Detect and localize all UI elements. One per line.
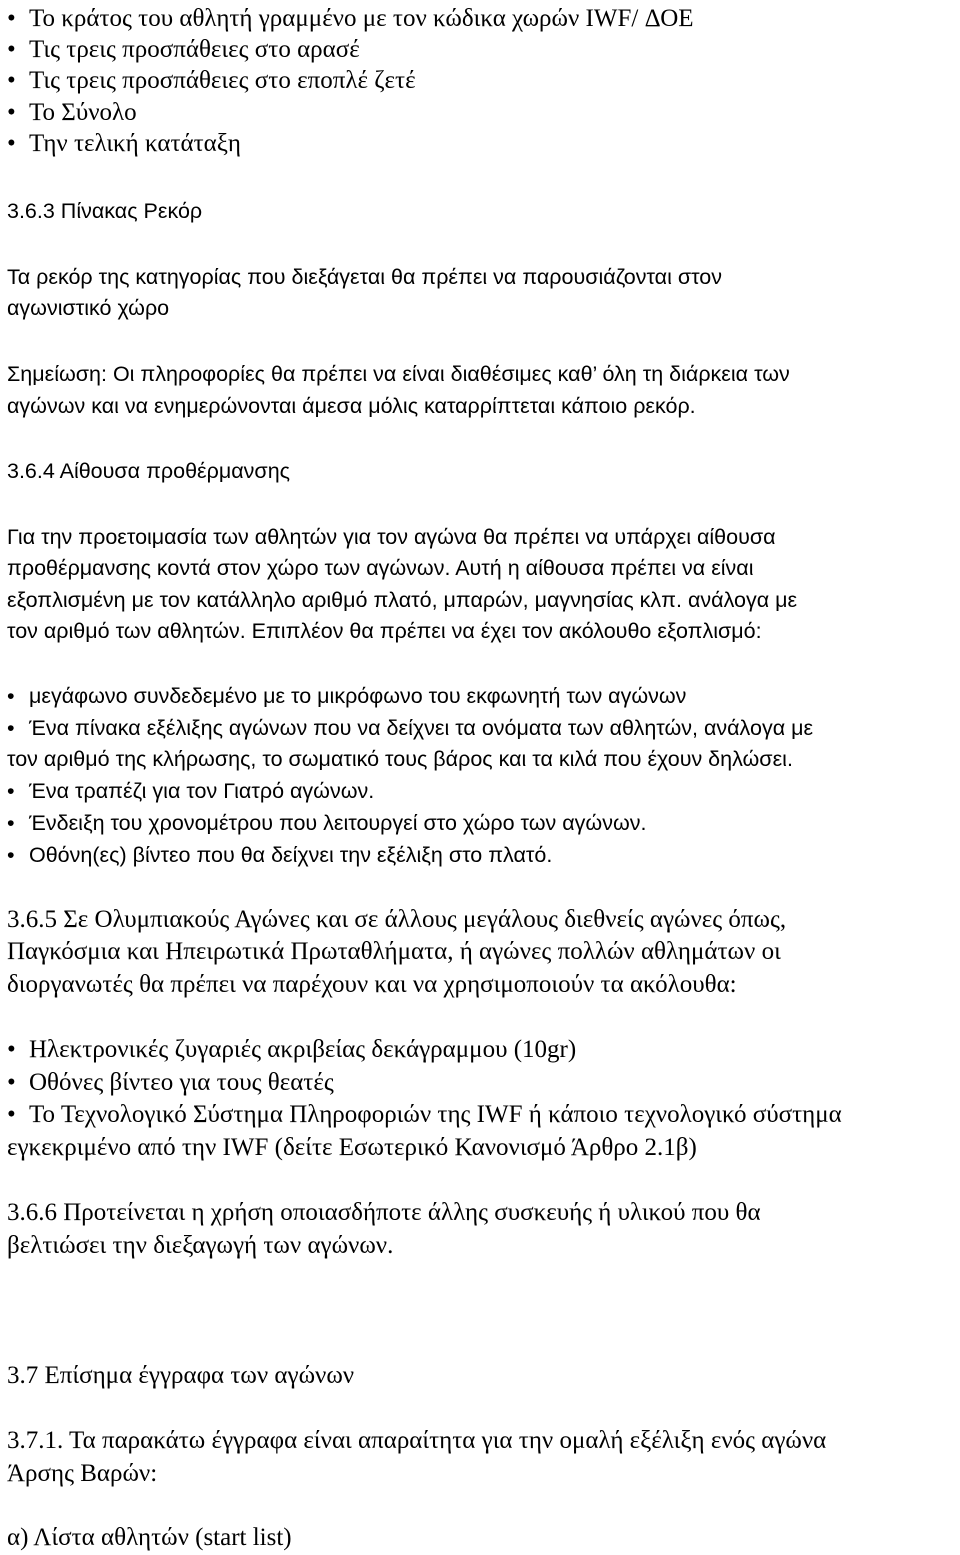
paragraph-line: αγωνιστικό χώρο	[7, 296, 170, 320]
list-item: • Το Τεχνολογικό Σύστημα Πληροφοριών της IWF ή κάποιο τεχνολογικό σύστημα	[7, 1101, 842, 1128]
list-item: • Ένδειξη του χρονομέτρου που λειτουργεί στο χώρο των αγώνων.	[7, 808, 646, 838]
paragraph-line: Παγκόσμια και Ηπειρωτικά Πρωταθλήματα, ή αγώνες πολλών αθλημάτων οι	[7, 938, 781, 965]
list-item: • Την τελική κατάταξη	[7, 130, 241, 157]
bullet: •	[7, 779, 15, 803]
bullet: •	[7, 130, 16, 157]
paragraph-line: βελτιώσει την διεξαγωγή των αγώνων.	[7, 1232, 394, 1259]
bullet: •	[7, 5, 16, 32]
list-item: • Ένα πίνακα εξέλιξης αγώνων που να δείχνει τα ονόματα των αθλητών, ανάλογα με	[7, 713, 813, 743]
bullet: •	[7, 716, 15, 740]
list-item: • Οθόνη(ες) βίντεο που θα δείχνει την εξέλιξη στο πλατό.	[7, 840, 552, 870]
bullet: •	[7, 684, 15, 708]
list-item-continuation: τον αριθμό της κλήρωσης, το σωματικό τους βάρος και τα κιλά που έχουν δηλώσει.	[7, 747, 793, 771]
list-item-continuation: εγκεκριμένο από την IWF (δείτε Εσωτερικό Κανονισμό Άρθρο 2.1β)	[7, 1134, 697, 1161]
bullet: •	[7, 99, 16, 126]
section-heading-3-7: 3.7 Επίσημα έγγραφα των αγώνων	[7, 1362, 355, 1389]
paragraph-line: Για την προετοιμασία των αθλητών για τον αγώνα θα πρέπει να υπάρχει αίθουσα	[7, 525, 776, 549]
paragraph-line: 3.7.1. Τα παρακάτω έγγραφα είναι απαραίτητα για την ομαλή εξέλιξη ενός αγώνα	[7, 1427, 827, 1454]
list-item-a: α) Λίστα αθλητών (start list)	[7, 1524, 292, 1551]
note-line: Σημείωση: Οι πληροφορίες θα πρέπει να είναι διαθέσιμες καθ’ όλη τη διάρκεια των	[7, 362, 790, 386]
section-heading-3-6-3: 3.6.3 Πίνακας Ρεκόρ	[7, 199, 203, 223]
list-item: • μεγάφωνο συνδεδεμένο με το μικρόφωνο του εκφωνητή των αγώνων	[7, 681, 686, 711]
bullet: •	[7, 67, 16, 94]
list-item: • Οθόνες βίντεο για τους θεατές	[7, 1069, 334, 1096]
paragraph-line: 3.6.5 Σε Ολυμπιακούς Αγώνες και σε άλλους μεγάλους διεθνείς αγώνες όπως,	[7, 906, 787, 933]
list-item: • Ηλεκτρονικές ζυγαριές ακριβείας δεκάγραμμου (10gr)	[7, 1036, 577, 1063]
bullet: •	[7, 811, 15, 835]
list-item: • Τις τρεις προσπάθειες στο εποπλέ ζετέ	[7, 67, 416, 94]
list-item: • Το Σύνολο	[7, 99, 137, 126]
paragraph-line: εξοπλισμένη με τον κατάλληλο αριθμό πλατό, μπαρών, μαγνησίας κλπ. ανάλογα με	[7, 588, 798, 612]
list-item: • Το κράτος του αθλητή γραμμένο με τον κώδικα χωρών IWF/ ΔΟΕ	[7, 5, 694, 32]
bullet: •	[7, 843, 15, 867]
section-heading-3-6-4: 3.6.4 Αίθουσα προθέρμανσης	[7, 459, 291, 483]
paragraph-line: 3.6.6 Προτείνεται η χρήση οποιασδήποτε άλλης συσκευής ή υλικού που θα	[7, 1199, 761, 1226]
paragraph-line: διοργανωτές θα πρέπει να παρέχουν και να χρησιμοποιούν τα ακόλουθα:	[7, 971, 737, 998]
bullet: •	[7, 1101, 16, 1128]
paragraph-line: προθέρμανσης κοντά στον χώρο των αγώνων. Αυτή η αίθουσα πρέπει να είναι	[7, 556, 754, 580]
paragraph-line: Τα ρεκόρ της κατηγορίας που διεξάγεται θα πρέπει να παρουσιάζονται στον	[7, 265, 722, 289]
list-item: • Τις τρεις προσπάθειες στο αρασέ	[7, 36, 360, 63]
note-line: αγώνων και να ενημερώνονται άμεσα μόλις καταρρίπτεται κάποιο ρεκόρ.	[7, 394, 696, 418]
bullet: •	[7, 1069, 16, 1096]
bullet: •	[7, 1036, 16, 1063]
bullet: •	[7, 36, 16, 63]
list-item: • Ένα τραπέζι για τον Γιατρό αγώνων.	[7, 776, 374, 806]
paragraph-line: Άρσης Βαρών:	[7, 1460, 158, 1487]
paragraph-line: τον αριθμό των αθλητών. Επιπλέον θα πρέπει να έχει τον ακόλουθο εξοπλισμό:	[7, 619, 762, 643]
